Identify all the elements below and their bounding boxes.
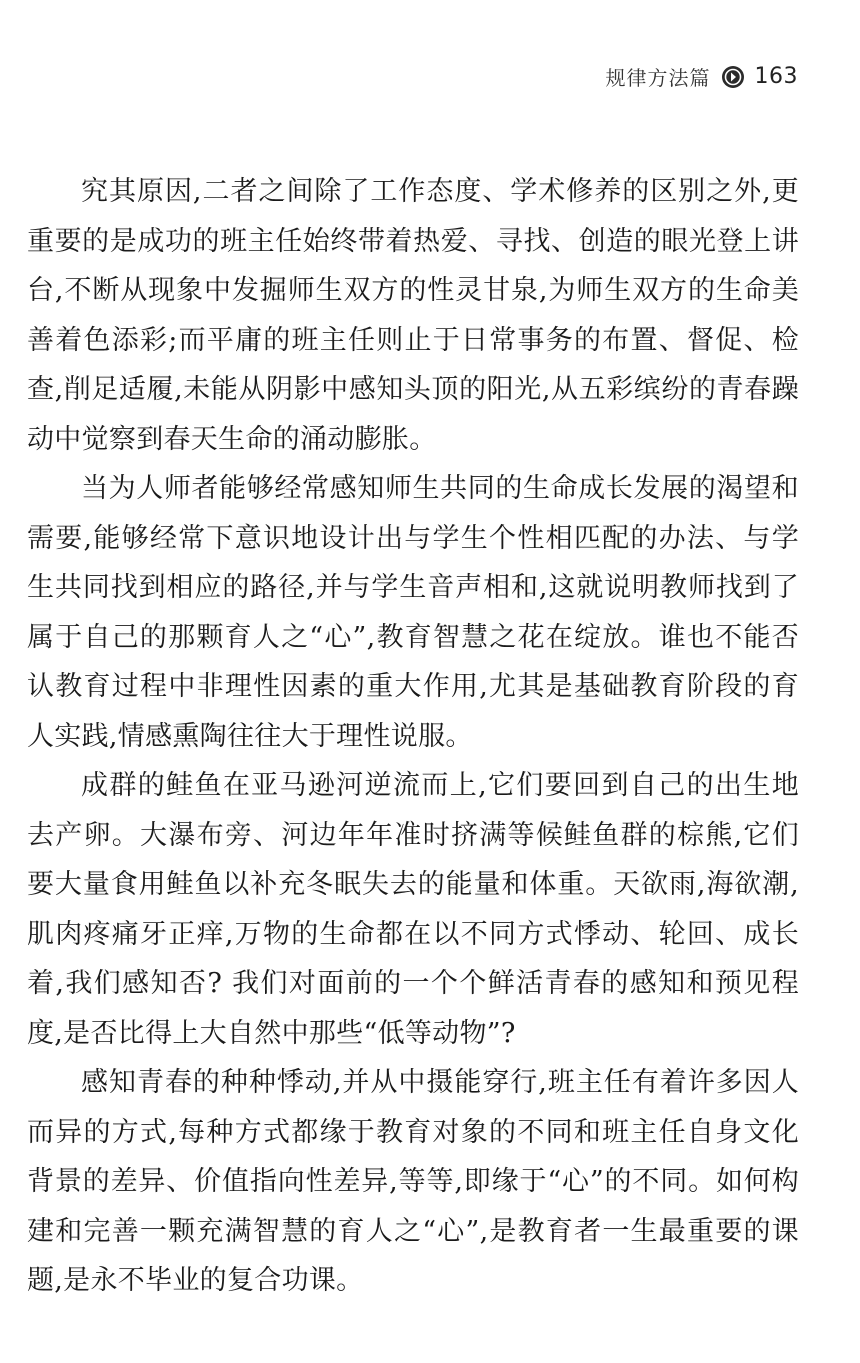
paragraph: 当为人师者能够经常感知师生共同的生命成长发展的渴望和需要,能够经常下意识地设计出与学生个性相匹配的办法、与学生共同找到相应的路径,并与学生音声相和,这就说明教师找到了属于自己的那颗育人之“心”,教育智慧之花在绽放。谁也不能否认教育过程中非理性因素的重大作用,尤其是基础教育阶段的育人实践,情感熏陶往往大于理性说服。 [27, 473, 799, 752]
body-text [27, 167, 799, 1306]
paragraph: 成群的鲑鱼在亚马逊河逆流而上,它们要回到自己的出生地去产卵。大瀑布旁、河边年年准时挤满等候鲑鱼群的棕熊,它们要大量食用鲑鱼以补充冬眠失去的能量和体重。天欲雨,海欲潮,肌肉疼痛牙正痒,万物的生命都在以不同方式悸动、轮回、成长着,我们感知否? 我们对面前的一个个鲜活青春的感知和预见程度,是否比得上大自然中那些“低等动物”? [27, 770, 799, 1049]
page-number: 163 [754, 64, 798, 89]
paragraph: 感知青春的种种悸动,并从中摄能穿行,班主任有着许多因人而异的方式,每种方式都缘于教育对象的不同和班主任自身文化背景的差异、价值指向性差异,等等,即缘于“心”的不同。如何构建和完善一颗充满智慧的育人之“心”,是教育者一生最重要的课题,是永不毕业的复合功课。 [27, 1067, 799, 1296]
circle-arrow-icon [721, 65, 745, 89]
section-title: 规律方法篇 [605, 66, 711, 90]
paragraph: 究其原因,二者之间除了工作态度、学术修养的区别之外,更重要的是成功的班主任始终带着热爱、寻找、创造的眼光登上讲台,不断从现象中发掘师生双方的性灵甘泉,为师生双方的生命美善着色添彩;而平庸的班主任则止于日常事务的布置、督促、检查,削足适履,未能从阴影中感知头顶的阳光,从五彩缤纷的青春躁动中觉察到春天生命的涌动膨胀。 [27, 176, 799, 455]
page-header [606, 62, 799, 91]
